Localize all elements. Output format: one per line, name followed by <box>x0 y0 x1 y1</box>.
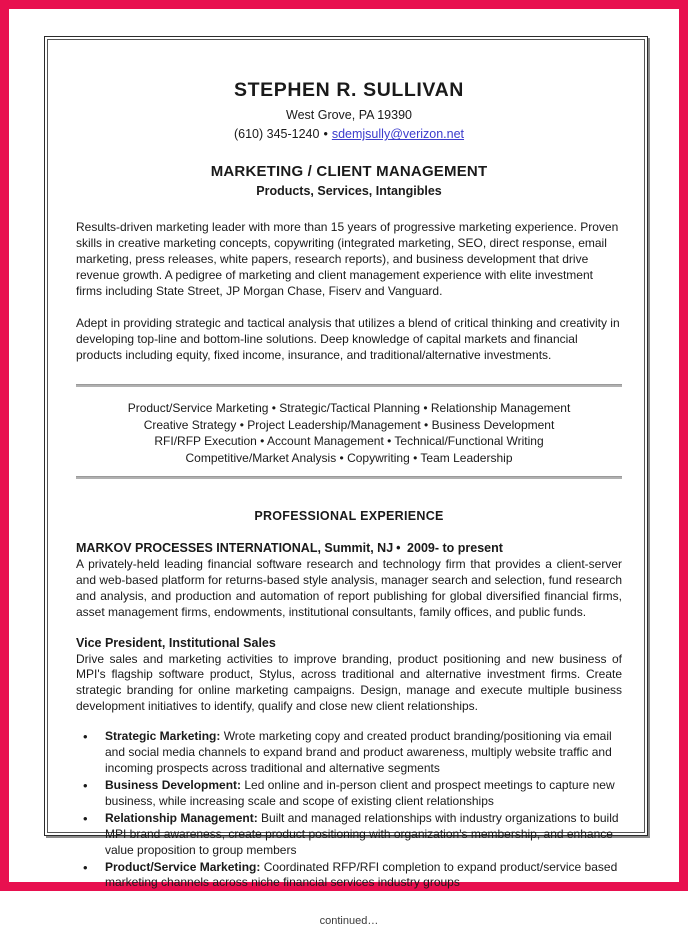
employer-line <box>76 541 622 555</box>
achievement-label: Business Development: <box>105 777 242 792</box>
divider-rule-bottom <box>76 476 622 479</box>
achievement-item <box>76 729 622 777</box>
candidate-phone: (610) 345-1240 <box>233 127 320 142</box>
employer-name: MARKOV PROCESSES INTERNATIONAL, Summit, NJ <box>76 541 394 556</box>
continued-footer: continued… <box>319 915 379 927</box>
bullet-icon: • <box>83 859 88 875</box>
page-frame-top <box>0 0 688 9</box>
employer-separator-bullet: • <box>396 541 401 556</box>
achievement-item <box>76 860 622 892</box>
employer-dates: 2009- to present <box>407 541 503 556</box>
resume-subheadline: Products, Services, Intangibles <box>256 184 442 199</box>
candidate-name: STEPHEN R. SULLIVAN <box>234 79 464 101</box>
summary-paragraph-2: Adept in providing strategic and tactical analysis that utilizes a blend of critical thinking and creativity in developing top-line and bottom-line solutions. Deep knowledge of capital markets and financial products including equity, fixed income, insurance, and traditional/alternative investments. <box>76 316 620 363</box>
achievement-text: Led online and in-person client and prospect meetings to capture new business, while increasing scale and scope of existing client relationships <box>105 777 615 808</box>
bullet-icon: • <box>83 810 88 826</box>
job-title: Vice President, Institutional Sales <box>76 635 276 650</box>
core-competencies-block <box>76 400 622 466</box>
achievement-label: Strategic Marketing: <box>105 728 221 743</box>
section-heading-professional-experience: PROFESSIONAL EXPERIENCE <box>254 509 444 524</box>
contact-separator-bullet: • <box>323 127 328 142</box>
candidate-contact-line <box>76 127 622 141</box>
competency-line: Competitive/Market Analysis • Copywriting • Team Leadership <box>185 450 513 465</box>
page-frame-left <box>0 0 9 891</box>
competency-line: RFI/RFP Execution • Account Management • Technical/Functional Writing <box>154 434 544 449</box>
bullet-icon: • <box>83 728 88 744</box>
achievements-list <box>76 729 622 892</box>
bullet-icon: • <box>83 777 88 793</box>
achievement-label: Relationship Management: <box>105 810 258 825</box>
achievement-text: Coordinated RFP/RFI completion to expand product/service based marketing channels across niche financial services industry groups <box>105 859 618 890</box>
achievement-item <box>76 778 622 810</box>
resume-headline: MARKETING / CLIENT MANAGEMENT <box>210 163 488 181</box>
achievement-item <box>76 811 622 859</box>
resume-content <box>76 36 622 927</box>
employer-description: A privately-held leading financial software research and technology firm that provides a client-server and web-based platform for returns-based style analysis, manager search and selection, fund research and analysis, and production and automation of report publishing for global diversified financial firms, asset management firms, endowments, institutional consultants, family offices, and public funds. <box>76 557 622 619</box>
candidate-location: West Grove, PA 19390 <box>286 108 412 123</box>
candidate-email-link[interactable]: sdemjsully@verizon.net <box>331 127 465 142</box>
achievement-text: Wrote marketing copy and created product branding/positioning via email and social media channels to expand brand and product awareness, multiply website traffic and incoming prospects across traditional and alternative segments <box>105 728 612 775</box>
achievement-text: Built and managed relationships with industry organizations to build MPI brand awareness, create product positioning with organization's membership, and enhance value proposition to group members <box>105 810 619 857</box>
divider-rule-top <box>76 384 622 387</box>
summary-paragraph-1: Results-driven marketing leader with more than 15 years of progressive marketing experience. Proven skills in creative marketing concepts, copywriting (integrated marketing, SEO, direct response, email marketing, press releases, white papers, research reports), and business development that drive revenue growth. A pedigree of marketing and client management experience with elite investment firms including State Street, JP Morgan Chase, Fiserv and Vanguard. <box>76 220 619 299</box>
competency-line: Creative Strategy • Project Leadership/Management • Business Development <box>143 417 555 432</box>
job-description: Drive sales and marketing activities to improve branding, product positioning and new business of MPI's flagship software product, Stylus, across traditional and alternative investment firms. Create strategic branding for online marketing campaigns. Design, manage and execute multiple business development initiatives to identify, qualify and close new client relationships. <box>76 651 622 714</box>
achievement-label: Product/Service Marketing: <box>105 859 261 874</box>
page-frame-right <box>679 0 688 891</box>
competency-line: Product/Service Marketing • Strategic/Tactical Planning • Relationship Management <box>127 401 571 416</box>
